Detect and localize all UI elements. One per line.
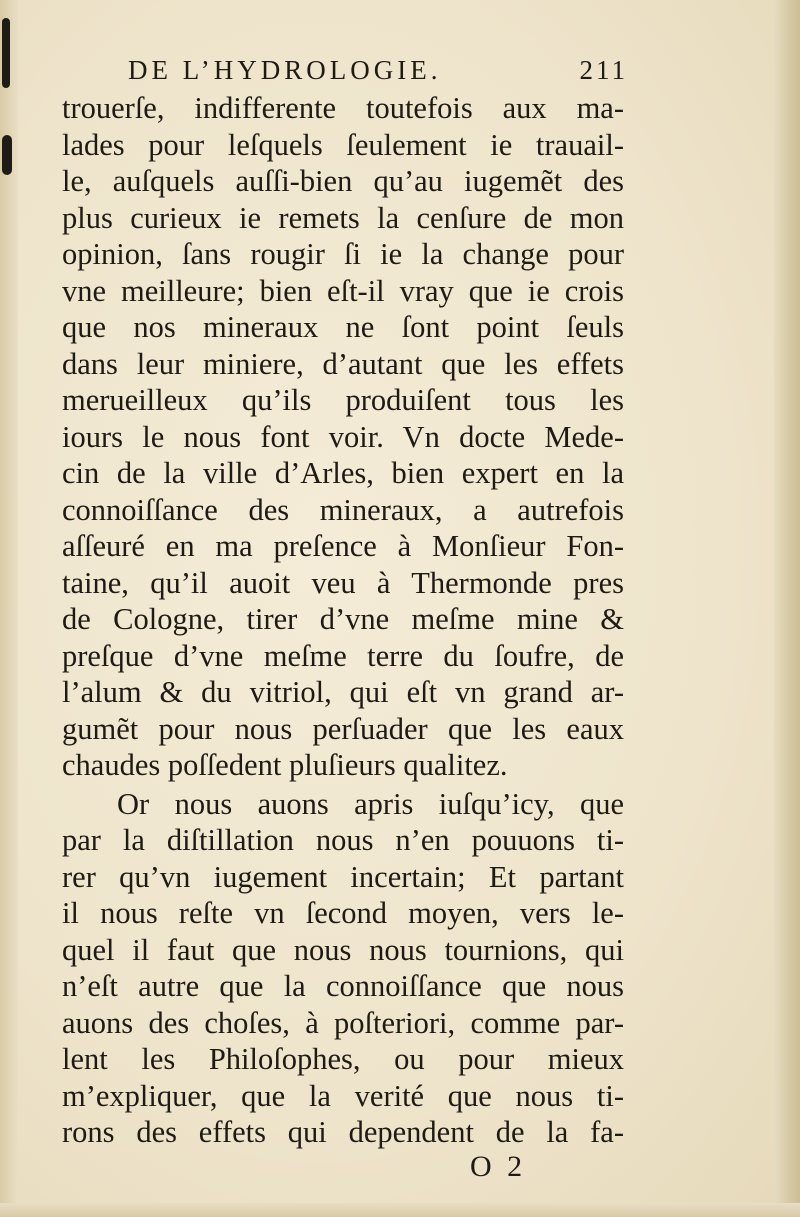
text-line: opinion, ſans rougir ſi ie la change pour xyxy=(62,237,624,271)
page-left-margin xyxy=(0,0,18,1217)
text-line: lades pour leſquels ſeulement ie trauail- xyxy=(62,127,624,162)
page-right-edge xyxy=(774,0,800,1217)
page-bottom-edge xyxy=(0,1203,800,1217)
text-line: le, auſquels auſſi-bien qu’au iugemẽt des xyxy=(62,164,624,198)
text-line: lent les Philoſophes, ou pour mieux xyxy=(62,1042,624,1076)
running-head: DE L’HYDROLOGIE. xyxy=(128,55,442,85)
text-line: rons des effets qui dependent de la fa- xyxy=(62,1115,624,1149)
text-line: quel il faut que nous nous tournions, qui xyxy=(62,932,624,967)
text-line: vne meilleure; bien eſt-il vray que ie crois xyxy=(62,273,624,308)
signature-mark: O 2 xyxy=(470,1150,527,1183)
text-line: n’eſt autre que la connoiſſance que nous xyxy=(62,969,624,1003)
text-line: rer qu’vn iugement incertain; Et partant xyxy=(62,859,624,894)
text-line: aſſeuré en ma preſence à Monſieur Fon- xyxy=(62,529,624,563)
text-line: plus curieux ie remets la cenſure de mon xyxy=(62,200,624,235)
text-line: de Cologne, tirer d’vne meſme mine & xyxy=(62,602,624,636)
text-line: Or nous auons apris iuſqu’icy, que xyxy=(117,786,624,821)
page-header xyxy=(128,50,628,90)
text-line: m’expliquer, que la verité que nous ti- xyxy=(62,1078,624,1113)
text-line: que nos mineraux ne ſont point ſeuls xyxy=(62,310,624,344)
text-line: auons des choſes, à poſteriori, comme par- xyxy=(62,1005,624,1040)
binding-mark xyxy=(2,18,10,88)
text-line: connoiſſance des mineraux, a autrefois xyxy=(62,492,624,527)
body-text xyxy=(62,90,624,1151)
text-line: gumẽt pour nous perſuader que les eaux xyxy=(62,711,624,746)
text-line: preſque d’vne meſme terre du ſoufre, de xyxy=(62,638,624,673)
text-line: il nous reſte vn ſecond moyen, vers le- xyxy=(62,896,624,930)
text-line: trouerſe, indifferente toutefois aux ma- xyxy=(62,91,624,125)
text-line: dans leur miniere, d’autant que les effets xyxy=(62,346,624,381)
text-line: par la diſtillation nous n’en pouuons ti- xyxy=(62,823,624,857)
page-number: 211 xyxy=(579,55,628,85)
text-line: cin de la ville d’Arles, bien expert en la xyxy=(62,456,624,490)
text-line: chaudes poſſedent pluſieurs qualitez. xyxy=(62,748,508,782)
text-line: l’alum & du vitriol, qui eſt vn grand ar- xyxy=(62,675,624,709)
binding-mark xyxy=(2,135,12,175)
paragraph-1 xyxy=(62,90,624,784)
paragraph-2 xyxy=(62,786,624,1151)
text-line: merueilleux qu’ils produiſent tous les xyxy=(62,383,624,417)
text-line: iours le nous font voir. Vn docte Mede- xyxy=(62,419,624,454)
text-line: taine, qu’il auoit veu à Thermonde pres xyxy=(62,565,624,600)
